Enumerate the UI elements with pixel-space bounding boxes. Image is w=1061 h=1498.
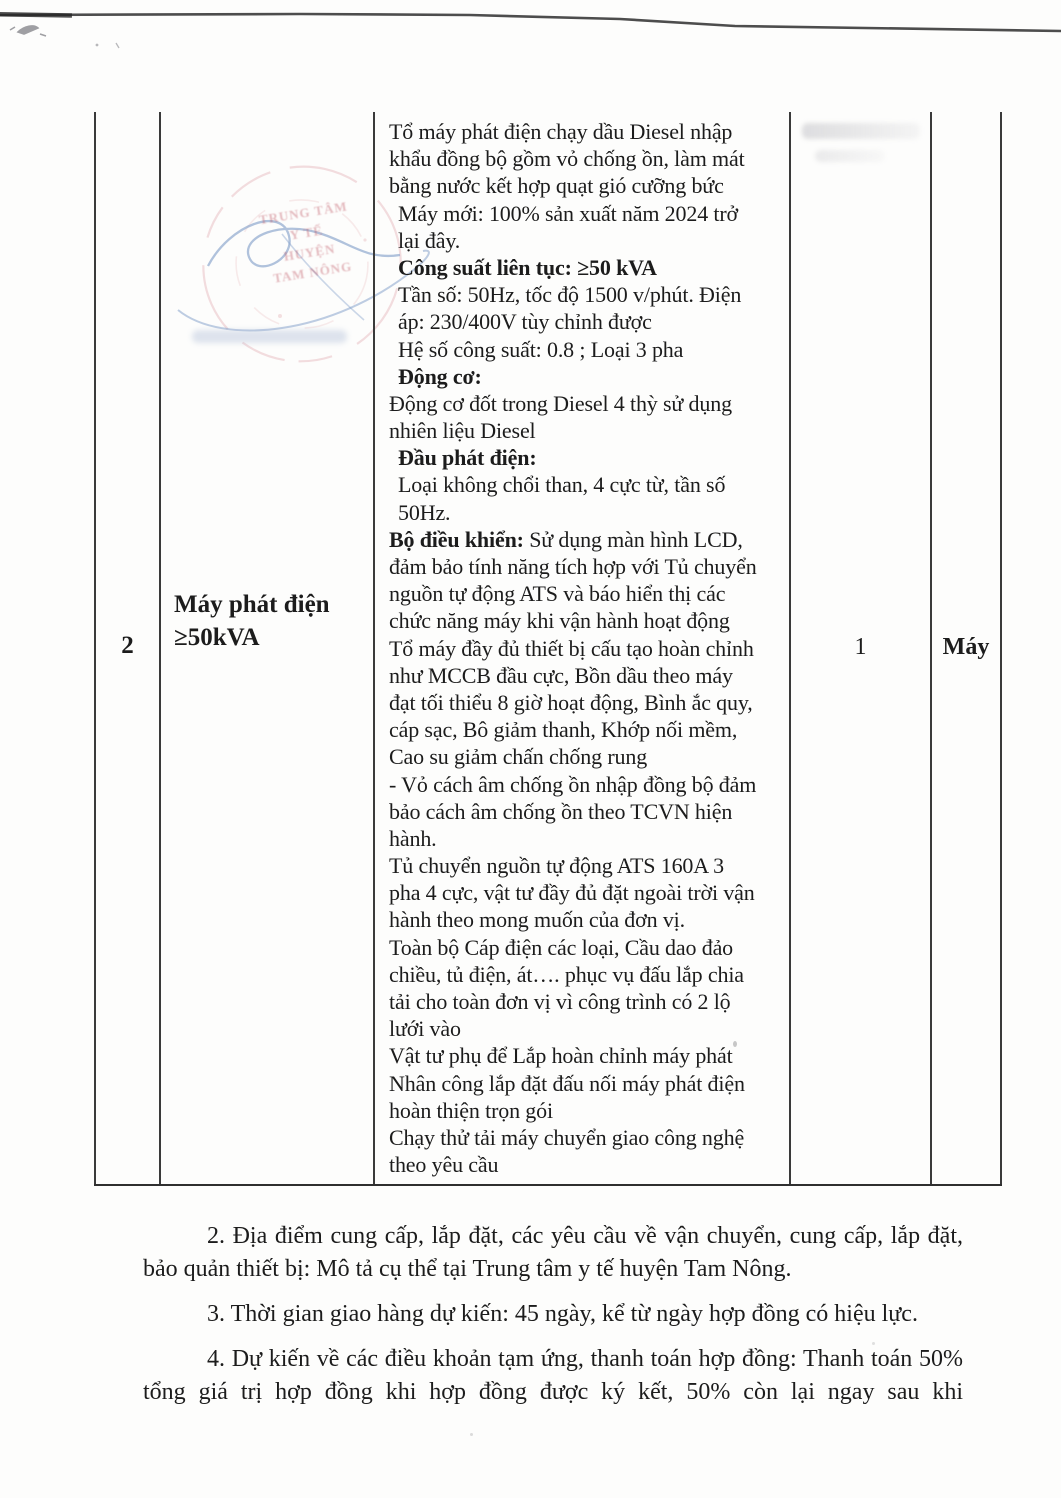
- paper-speck: [470, 1433, 473, 1436]
- description-line: bằng nước kết hợp quạt gió cưỡng bức: [389, 173, 724, 199]
- item-name: [174, 588, 330, 654]
- item-number: 2: [121, 632, 134, 659]
- description-line: nhiên liệu Diesel: [389, 418, 536, 444]
- description-line: Nhân công lắp đặt đấu nối máy phát điện: [389, 1070, 745, 1096]
- item-unit: Máy: [942, 634, 990, 660]
- item-name-line1: Máy phát điện: [174, 591, 330, 618]
- paragraph-4: 4. Dự kiến về các điều khoản tạm ứng, thanh toán hợp đồng: Thanh toán 50% tổng giá trị hợp đồng khi hợp đồng được ký kết, 50% còn lại ngay sau khi: [143, 1346, 963, 1405]
- cell-description: [373, 112, 789, 1184]
- description-line: lại đây.: [398, 227, 461, 253]
- stamp-text-line: Y TẾ: [288, 222, 324, 243]
- description-line: pha 4 cực, vật tư đầy đủ đặt ngoài trời vận: [389, 880, 755, 906]
- description-line: theo yêu cầu: [389, 1152, 499, 1178]
- description-line: hoàn thiện trọn gói: [389, 1097, 553, 1123]
- item-quantity: 1: [854, 634, 867, 660]
- description-line: chiều, tủ điện, át…. phục vụ đấu lắp chia: [389, 961, 744, 987]
- description-line: Đầu phát điện:: [398, 445, 537, 471]
- description-line: hành.: [389, 825, 437, 851]
- description-line: Cao su giảm chấn chống rung: [389, 744, 648, 770]
- description-line: Tủ chuyển nguồn tự động ATS 160A 3: [389, 853, 724, 879]
- stamp-text-line: HUYỆN: [282, 240, 337, 264]
- items-table: [94, 112, 1002, 1186]
- item-name-line2: ≥50kVA: [174, 624, 260, 651]
- description-line: như MCCB đầu cực, Bồn dầu theo máy: [389, 662, 733, 688]
- item-description: [375, 112, 789, 1178]
- body-paragraphs: [143, 1220, 963, 1421]
- description-line: Loại không chổi than, 4 cực từ, tần số: [398, 472, 726, 498]
- description-line: Tổ máy đầy đủ thiết bị cấu tạo hoàn chỉnh: [389, 635, 754, 661]
- cell-unit: [930, 112, 1002, 1184]
- stamp-text-line: TAM NÔNG: [272, 258, 354, 286]
- description-line: - Vỏ cách âm chống ồn nhập đồng bộ đảm: [389, 771, 757, 797]
- stamp-text-line: TRUNG TÂM: [257, 198, 349, 228]
- description-line: 50Hz.: [398, 499, 451, 525]
- description-line: Toàn bộ Cáp điện các loại, Cầu dao đảo: [389, 934, 734, 960]
- description-line: đảm bảo tính năng tích hợp với Tủ chuyển: [389, 554, 757, 579]
- description-line: tải cho toàn đơn vị vì công trình có 2 lộ: [389, 989, 731, 1014]
- description-line: cáp sạc, Bô giảm thanh, Khớp nối mềm,: [389, 717, 738, 743]
- description-line: chức năng máy khi vận hành hoạt động: [389, 608, 730, 634]
- description-line: Vật tư phụ để Lắp hoàn chỉnh máy phát: [389, 1043, 733, 1069]
- description-line: Tổ máy phát điện chạy dầu Diesel nhập: [389, 119, 733, 144]
- description-line: Chạy thử tải máy chuyển giao công nghệ: [389, 1124, 745, 1150]
- paragraph-3: 3. Thời gian giao hàng dự kiến: 45 ngày, kể từ ngày hợp đồng có hiệu lực.: [207, 1301, 918, 1327]
- description-line: Công suất liên tục: ≥50 kVA: [398, 254, 657, 280]
- pen-marks: [0, 14, 160, 64]
- description-line: Động cơ đốt trong Diesel 4 thỳ sử dụng: [389, 390, 732, 416]
- description-line: nguồn tự động ATS và báo hiển thị các: [389, 581, 726, 607]
- description-line: khẩu đồng bộ gồm vỏ chống ồn, làm mát: [389, 146, 745, 172]
- description-line: hành theo mong muốn của đơn vị.: [389, 907, 685, 933]
- cell-quantity: [789, 112, 930, 1184]
- description-line: bảo cách âm chống ồn theo TCVN hiện: [389, 798, 733, 824]
- paragraph-2: 2. Địa điểm cung cấp, lắp đặt, các yêu cầu về vận chuyển, cung cấp, lắp đặt, bảo quản thiết bị: Mô tả cụ thể tại Trung tâm y tế huyện Tam Nông.: [143, 1223, 963, 1282]
- description-line: Hệ số công suất: 0.8 ; Loại 3 pha: [398, 336, 684, 362]
- cell-stt: [94, 112, 159, 1184]
- description-line: Động cơ:: [398, 363, 482, 389]
- cell-item-name: [159, 112, 373, 1184]
- description-line: lưới vào: [389, 1016, 461, 1042]
- description-line: áp: 230/400V tùy chỉnh được: [398, 309, 652, 335]
- description-line: Máy mới: 100% sản xuất năm 2024 trở: [398, 200, 739, 226]
- description-line: Bộ điều khiển: Sử dụng màn hình LCD,: [389, 526, 743, 552]
- description-line: đạt tối thiểu 8 giờ hoạt động, Bình ắc quy,: [389, 689, 753, 715]
- description-line: Tần số: 50Hz, tốc độ 1500 v/phút. Điện: [398, 282, 742, 308]
